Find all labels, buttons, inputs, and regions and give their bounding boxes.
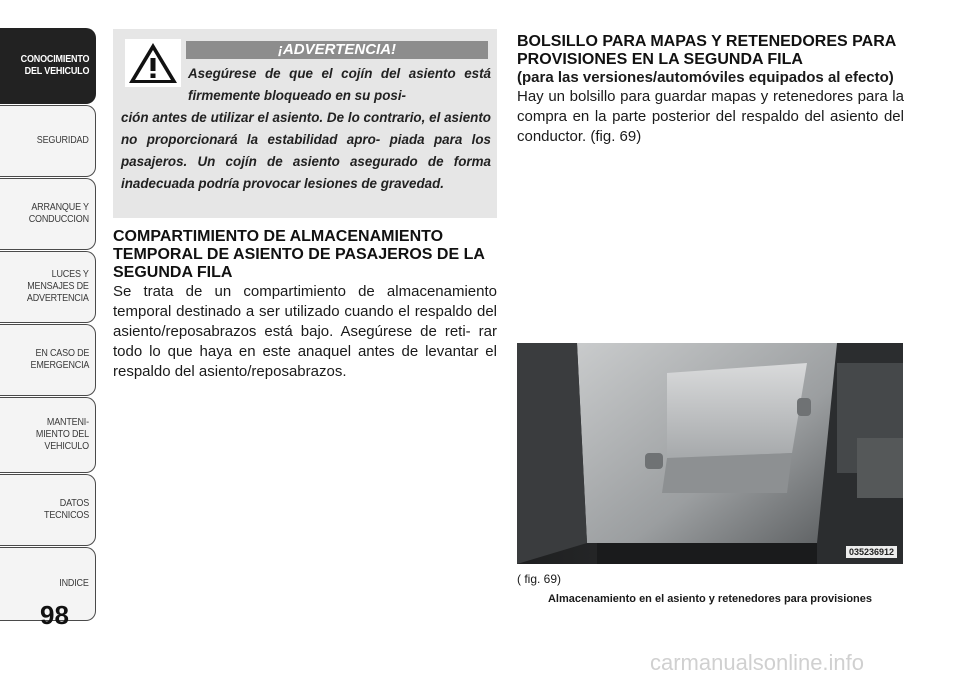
tab-label: ARRANQUE Y CONDUCCION [28, 202, 89, 225]
section-subheading: (para las versiones/automóviles equipados al efecto) [517, 69, 894, 86]
figure-photo [517, 343, 903, 564]
watermark: carmanualsonline.info [650, 650, 865, 675]
figure-reference: ( fig. 69) [517, 572, 562, 586]
section-map-pocket [517, 33, 904, 147]
page-number: 98 [40, 600, 69, 630]
tab-label: INDICE [59, 578, 89, 589]
seat-back-illustration [517, 343, 903, 564]
tab-label: SEGURIDAD [37, 135, 89, 146]
section-storage-compartment [113, 228, 497, 382]
section-body: Se trata de un compartimiento de almacenamiento temporal destinado a ser utilizado cuando el respaldo del asiento/reposabrazos está bajo. Asegúrese de reti- rar todo lo que haya en este anaquel antes de levantar el respaldo del asiento/reposabrazos. [113, 283, 497, 380]
tab-conocimiento-del-vehiculo[interactable] [0, 28, 96, 104]
warning-title: ¡ADVERTENCIA! [186, 41, 488, 59]
tab-label: MANTENI- MIENTO DEL VEHICULO [35, 417, 89, 452]
warning-box [113, 29, 497, 218]
tab-arranque-y-conduccion[interactable] [0, 178, 96, 250]
tab-seguridad[interactable] [0, 105, 96, 177]
figure-caption: Almacenamiento en el asiento y retenedores para provisiones [547, 593, 872, 605]
tab-label: CONOCIMIENTO DEL VEHICULO [20, 54, 89, 77]
tab-label: EN CASO DE EMERGENCIA [30, 348, 89, 371]
section-heading: COMPARTIMIENTO DE ALMACENAMIENTO TEMPORAL DE ASIENTO DE PASAJEROS DE LA SEGUNDA FILA [113, 228, 485, 281]
warning-text-rest: ción antes de utilizar el asiento. De lo contrario, el asiento no proporcionará la estabilidad apro- piada para los pasajeros. Un cojín de asiento asegurado de forma inadecuada podría provocar lesiones de gravedad. [121, 110, 491, 191]
warning-text [121, 63, 491, 195]
tab-mantenimiento[interactable] [0, 397, 96, 473]
photo-code: 035236912 [846, 546, 897, 558]
section-heading: BOLSILLO PARA MAPAS Y RETENEDORES PARA PROVISIONES EN LA SEGUNDA FILA [517, 33, 896, 68]
section-body: Hay un bolsillo para guardar mapas y retenedores para la compra en la parte posterior del respaldo del asiento del conductor. (fig. 69) [517, 88, 904, 145]
tab-label: LUCES Y MENSAJES DE ADVERTENCIA [27, 269, 89, 304]
tab-label: DATOS TECNICOS [43, 498, 89, 521]
tab-luces-y-mensajes[interactable] [0, 251, 96, 323]
warning-text-first: Asegúrese de que el cojín del asiento está firmemente bloqueado en su posi- [188, 66, 491, 103]
tab-en-caso-de-emergencia[interactable] [0, 324, 96, 396]
tab-datos-tecnicos[interactable] [0, 474, 96, 546]
